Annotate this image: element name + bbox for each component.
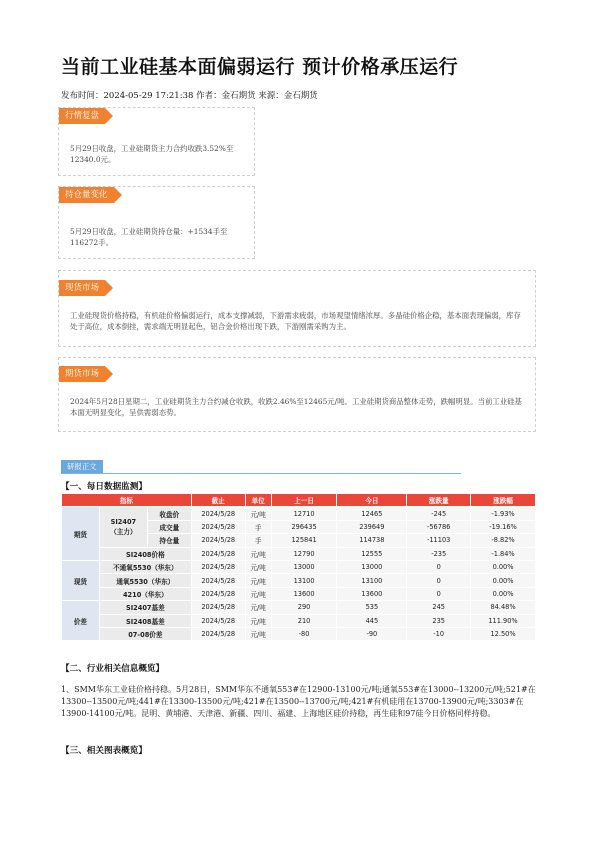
cell-date: 2024/5/28 [191,574,245,587]
research-header [61,460,461,474]
cell-unit: 元/吨 [245,587,271,600]
cell-prev: 12710 [271,507,337,520]
cell-today: 535 [337,601,407,614]
cell-pct: 12.50% [471,627,536,640]
th-pct: 涨跌幅 [471,494,536,507]
cell-unit: 元/吨 [245,614,271,627]
cell-pct: 0.00% [471,587,536,600]
cell-unit: 元/吨 [245,547,271,560]
th-indicator: 指标 [62,494,192,507]
futures-box [58,357,536,432]
th-prev: 上一日 [271,494,337,507]
table-row [62,574,536,587]
cell-prev: 13100 [271,574,337,587]
futures-tag: 期货市场 [59,366,105,382]
cell-unit: 手 [245,534,271,547]
heading-data-monitor: 【一、每日数据监测】 [61,482,147,492]
table-row [62,547,536,560]
cell-today: 12555 [337,547,407,560]
cell-chg: 0 [407,587,471,600]
cell-pct: 111.90% [471,614,536,627]
main-contract: SI2407 （主力） [99,507,147,547]
row-label: 不通氧5530（华东） [99,560,191,573]
table-row [62,507,536,520]
group-futures: 期货 [62,507,100,561]
review-box [58,107,255,176]
cell-date: 2024/5/28 [191,614,245,627]
cell-chg: 235 [407,614,471,627]
cell-chg: -10 [407,627,471,640]
cell-unit: 手 [245,520,271,533]
cell-pct: 0.00% [471,574,536,587]
cell-date: 2024/5/28 [191,601,245,614]
cell-pct: -1.84% [471,547,536,560]
cell-chg: -245 [407,507,471,520]
review-text: 5月29日收盘，工业硅期货主力合约收跌3.52%至12340.0元。 [70,144,234,164]
group-spread: 价差 [62,601,100,641]
cell-date: 2024/5/28 [191,587,245,600]
cell-prev: 13000 [271,560,337,573]
heading-charts: 【三、相关图表概览】 [61,746,147,756]
cell-unit: 元/吨 [245,574,271,587]
cell-today: 13600 [337,587,407,600]
cell-prev: 13600 [271,587,337,600]
cell-date: 2024/5/28 [191,547,245,560]
table-row [62,587,536,600]
cell-pct: 84.48% [471,601,536,614]
cell-pct: -8.82% [471,534,536,547]
row-label: 通氧5530（华东） [99,574,191,587]
cell-prev: 210 [271,614,337,627]
cell-date: 2024/5/28 [191,560,245,573]
cell-pct: -19.16% [471,520,536,533]
row-label: 收盘价 [147,507,191,520]
cell-chg: 0 [407,560,471,573]
cell-today: 13100 [337,574,407,587]
cell-date: 2024/5/28 [191,534,245,547]
research-label: 研报正文 [61,460,103,473]
cell-today: 114738 [337,534,407,547]
cell-prev: 296435 [271,520,337,533]
cell-date: 2024/5/28 [191,507,245,520]
cell-date: 2024/5/28 [191,520,245,533]
cell-prev: -80 [271,627,337,640]
row-label: 07-08价差 [99,627,191,640]
cell-date: 2024/5/28 [191,627,245,640]
article-meta: 发布时间：2024-05-29 17:21:38 作者：金石期货 来源：金石期货 [61,91,318,101]
cell-today: 13000 [337,560,407,573]
cell-unit: 元/吨 [245,601,271,614]
review-tag: 行情复盘 [59,108,105,124]
industry-paragraph: 1、SMM华东工业硅价格持稳。5月28日，SMM华东不通氧553#在12900-13100元/吨;通氧553#在13000--13200元/吨;521#在13300--13500元/吨;441#在13300-13500元/吨;421#在13500--13700元/吨;421#有机硅用在13700-13900元/吨;3303#在13900-14100元/吨。昆明、黄埔港、天津港、新疆、四川、福建、上海地区硅价持稳，再生硅和97硅今日价格同样持稳。 [61,685,536,718]
cell-unit: 元/吨 [245,627,271,640]
row-label: 成交量 [147,520,191,533]
article-title: 当前工业硅基本面偏弱运行 预计价格承压运行 [61,56,459,78]
cell-today: 445 [337,614,407,627]
th-today: 今日 [337,494,407,507]
cell-prev: 12790 [271,547,337,560]
spot-text: 工业硅现货价格持稳，有机硅价格偏弱运行，成本支撑减弱，下游需求疲弱，市场观望情绪浓厚。多晶硅价格企稳，基本面表现偏弱，库存处于高位，成本倒挂，需求端无明显起色，铝合金价格出现下跌，下游刚需采购为主。 [70,311,521,331]
spot-box [58,270,536,347]
data-table [61,493,536,641]
row-label: SI2407基差 [99,601,191,614]
position-text: 5月29日收盘，工业硅期货持仓量：+1534手至116272手。 [70,227,228,247]
row-label: SI2408基差 [99,614,191,627]
cell-unit: 元/吨 [245,560,271,573]
cell-unit: 元/吨 [245,507,271,520]
cell-chg: 245 [407,601,471,614]
cell-today: 239649 [337,520,407,533]
cell-prev: 125841 [271,534,337,547]
spot-tag: 现货市场 [59,280,105,296]
position-tag: 持仓量变化 [59,187,114,203]
th-date: 截止 [191,494,245,507]
th-chg: 涨跌量 [407,494,471,507]
table-row [62,614,536,627]
heading-industry-info: 【二、行业相关信息概览】 [61,664,165,674]
table-row [62,627,536,640]
row-label: 持仓量 [147,534,191,547]
cell-chg: -235 [407,547,471,560]
row-label: 4210（华东） [99,587,191,600]
cell-prev: 290 [271,601,337,614]
row-label: SI2408价格 [99,547,191,560]
table-header-row [62,494,536,507]
cell-chg: 0 [407,574,471,587]
cell-today: 12465 [337,507,407,520]
cell-chg: -11103 [407,534,471,547]
cell-pct: -1.93% [471,507,536,520]
th-unit: 单位 [245,494,271,507]
table-row [62,560,536,573]
futures-text: 2024年5月28日星期二，工业硅期货主力合约减仓收跌，收跌2.46%至12465元/吨。工业硅期货商品整体走势，跌幅明显。当前工业硅基本面无明显变化，呈供需弱态势。 [70,397,522,417]
cell-pct: 0.00% [471,560,536,573]
position-box [58,186,255,259]
cell-chg: -56786 [407,520,471,533]
table-row [62,601,536,614]
group-spot: 现货 [62,560,100,600]
cell-today: -90 [337,627,407,640]
